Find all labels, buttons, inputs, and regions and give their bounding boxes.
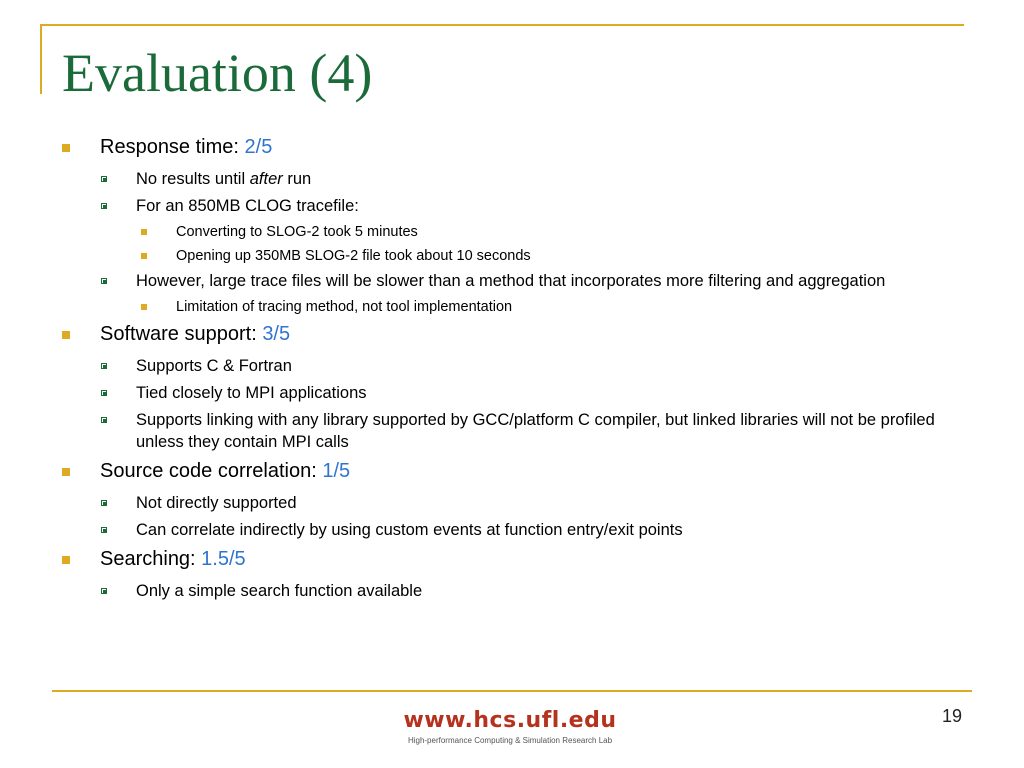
hollow-square-bullet-icon (101, 278, 107, 284)
item-text: For an 850MB CLOG tracefile: (136, 197, 359, 215)
hollow-square-bullet-icon (101, 363, 107, 369)
list-item (136, 409, 962, 453)
section-label: Searching: (100, 548, 202, 570)
item-text: Only a simple search function available (136, 582, 423, 600)
hollow-square-bullet-icon (101, 588, 107, 594)
slide-title: Evaluation (4) (62, 43, 373, 103)
section-heading (62, 546, 962, 572)
section-label: Software support: (100, 323, 263, 345)
section-label: Source code correlation: (100, 460, 323, 482)
section-score: 1.5/5 (201, 548, 246, 570)
square-bullet-icon (62, 144, 70, 152)
item-text: Supports C & Fortran (136, 357, 292, 375)
section-score: 3/5 (262, 323, 291, 345)
logo-url: www.hcs.ufl.edu (403, 708, 617, 733)
sub-item-text: Limitation of tracing method, not tool implementation (176, 299, 513, 315)
item-text: Tied closely to MPI applications (136, 384, 367, 402)
list-item (136, 382, 962, 404)
small-square-bullet-icon (141, 229, 147, 235)
item-text: No results until (136, 170, 250, 188)
small-square-bullet-icon (141, 253, 147, 259)
hollow-square-bullet-icon (101, 527, 107, 533)
item-emphasis: after (249, 170, 283, 188)
sub-list-item (176, 246, 962, 266)
item-text: However, large trace files will be slower than a method that incorporates more filtering and aggregation (136, 272, 886, 290)
hollow-square-bullet-icon (101, 203, 107, 209)
hollow-square-bullet-icon (101, 176, 107, 182)
list-item (136, 355, 962, 377)
hollow-square-bullet-icon (101, 417, 107, 423)
sub-item-text: Opening up 350MB SLOG-2 file took about 10 seconds (176, 248, 531, 264)
square-bullet-icon (62, 331, 70, 339)
list-item (136, 492, 962, 514)
section-heading (62, 458, 962, 484)
footer-logo (390, 708, 630, 746)
section-label: Response time: (100, 136, 245, 158)
hollow-square-bullet-icon (101, 390, 107, 396)
square-bullet-icon (62, 468, 70, 476)
small-square-bullet-icon (141, 304, 147, 310)
top-frame-line (40, 24, 964, 26)
left-frame-line (40, 24, 42, 94)
logo-subtitle: High-performance Computing & Simulation Research Lab (407, 736, 613, 745)
section-heading (62, 321, 962, 347)
item-text: Can correlate indirectly by using custom events at function entry/exit points (136, 521, 683, 539)
list-item (136, 519, 962, 541)
footer-divider (52, 690, 972, 692)
list-item (136, 168, 962, 190)
sub-item-text: Converting to SLOG-2 took 5 minutes (176, 224, 418, 240)
hollow-square-bullet-icon (101, 500, 107, 506)
bullet-list (62, 134, 962, 607)
square-bullet-icon (62, 556, 70, 564)
item-text-tail: run (282, 170, 312, 188)
item-text: Supports linking with any library supported by GCC/platform C compiler, but linked libraries will not be profiled unless they contain MPI calls (136, 411, 935, 451)
list-item (136, 270, 962, 292)
list-item (136, 195, 962, 217)
section-score: 1/5 (322, 460, 351, 482)
sub-list-item (176, 297, 962, 317)
list-item (136, 580, 962, 602)
item-text: Not directly supported (136, 494, 297, 512)
section-score: 2/5 (244, 136, 273, 158)
page-number: 19 (941, 706, 962, 726)
sub-list-item (176, 222, 962, 242)
section-heading (62, 134, 962, 160)
